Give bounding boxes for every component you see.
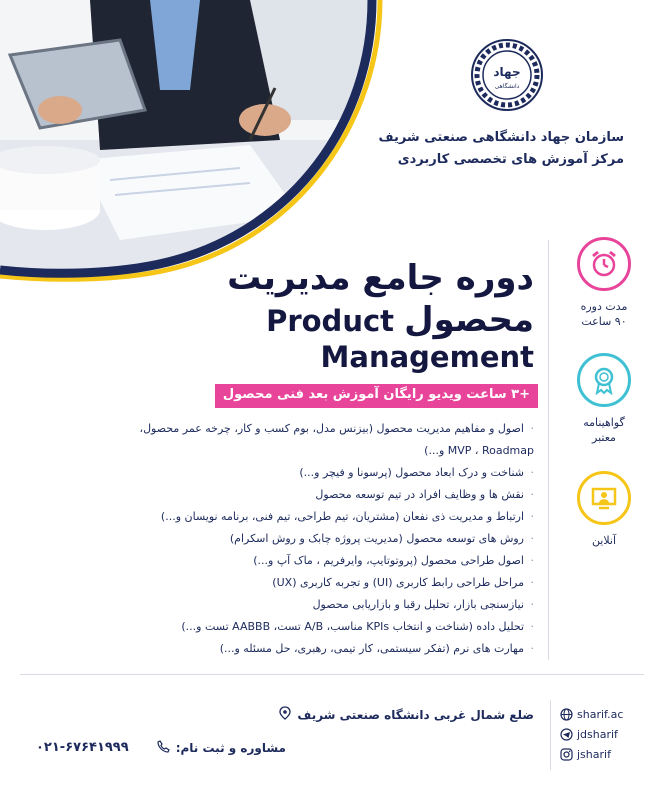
topic-item: · ارتباط و مدیریت ذی نفعان (مشتریان، تیم طراحی، تیم فنی، برنامه نویسان و...)	[124, 506, 534, 528]
organization-center: مرکز آموزش های تخصصی کاربردی	[397, 152, 624, 167]
organization-name: سازمان جهاد دانشگاهی صنعتی شریف	[378, 130, 624, 145]
topics-list	[124, 418, 534, 660]
telegram-text: jdsharif	[577, 727, 618, 741]
topic-item: · تحلیل داده (شناخت و انتخاب KPIs مناسب، A/B تست، AABBB تست و...)	[124, 616, 534, 638]
telegram-link[interactable]	[560, 724, 660, 744]
course-title-fa-2: محصول	[404, 300, 534, 340]
topic-item-continued: MVP ، Roadmap و...)	[424, 444, 534, 457]
website-text: sharif.ac	[577, 707, 624, 721]
course-title-en-management: Management	[320, 340, 534, 374]
feature-certificate-value: معتبر	[592, 431, 616, 444]
logo-subtext: دانشگاهی	[494, 83, 520, 90]
feature-certificate	[544, 353, 664, 445]
course-title-fa: دوره جامع مدیریت	[227, 258, 534, 298]
topic-item: · روش های توسعه محصول (مدیریت پروژه چابک و روش اسکرام)	[124, 528, 534, 550]
footer-vertical-divider	[550, 700, 551, 770]
topic-item: · اصول و مفاهیم مدیریت محصول (بیزنس مدل، بوم کسب و کار، چرخه عمر محصول،	[124, 418, 534, 440]
consultation	[157, 740, 286, 756]
location-pin-icon	[279, 706, 291, 723]
course-title-line2	[266, 300, 534, 340]
instagram-text: jsharif	[577, 747, 611, 761]
feature-duration-value: ۹۰ ساعت	[581, 315, 627, 328]
instagram-icon	[560, 748, 573, 761]
jahad-logo	[470, 38, 544, 112]
topic-item: · مهارت های نرم (تفکر سیستمی، کار تیمی، رهبری، حل مسئله و...)	[124, 638, 534, 660]
topic-item: · نقش ها و وظایف افراد در تیم توسعه محصول	[124, 484, 534, 506]
website-link[interactable]	[560, 704, 660, 724]
web-icon	[560, 708, 573, 721]
feature-online	[544, 471, 664, 548]
feature-online-label: آنلاین	[591, 534, 617, 547]
certificate-icon	[577, 353, 631, 407]
feature-certificate-label: گواهینامه	[583, 416, 625, 429]
consult-label: مشاوره و ثبت نام:	[175, 741, 286, 755]
free-video-banner: +۳ ساعت ویدیو رایگان آموزش بعد فنی محصول	[215, 384, 538, 408]
phone-number[interactable]: ۰۲۱-۶۷۶۴۱۹۹۹	[36, 740, 129, 755]
online-presentation-icon	[577, 471, 631, 525]
topic-item: · مراحل طراحی رابط کاربری (UI) و تجربه کاربری (UX)	[124, 572, 534, 594]
telegram-icon	[560, 728, 573, 741]
address-text: ضلع شمال غربی دانشگاه صنعتی شریف	[297, 707, 534, 722]
feature-duration	[544, 237, 664, 329]
logo-text: جهاد	[493, 65, 521, 79]
phone-icon	[157, 740, 170, 756]
topic-item: · نیازسنجی بازار، تحلیل رقبا و بازاریابی محصول	[124, 594, 534, 616]
feature-duration-label: مدت دوره	[580, 300, 628, 313]
topic-item: · شناخت و درک ابعاد محصول (پرسونا و فیچر و...)	[124, 462, 534, 484]
social-links	[560, 704, 660, 764]
alarm-clock-icon	[577, 237, 631, 291]
footer-divider	[20, 674, 644, 675]
topic-item: · اصول طراحی محصول (پروتوتایپ، وایرفریم ، ماک آپ و...)	[124, 550, 534, 572]
course-title-en-product: Product	[266, 304, 395, 338]
address	[279, 706, 534, 723]
instagram-link[interactable]	[560, 744, 660, 764]
